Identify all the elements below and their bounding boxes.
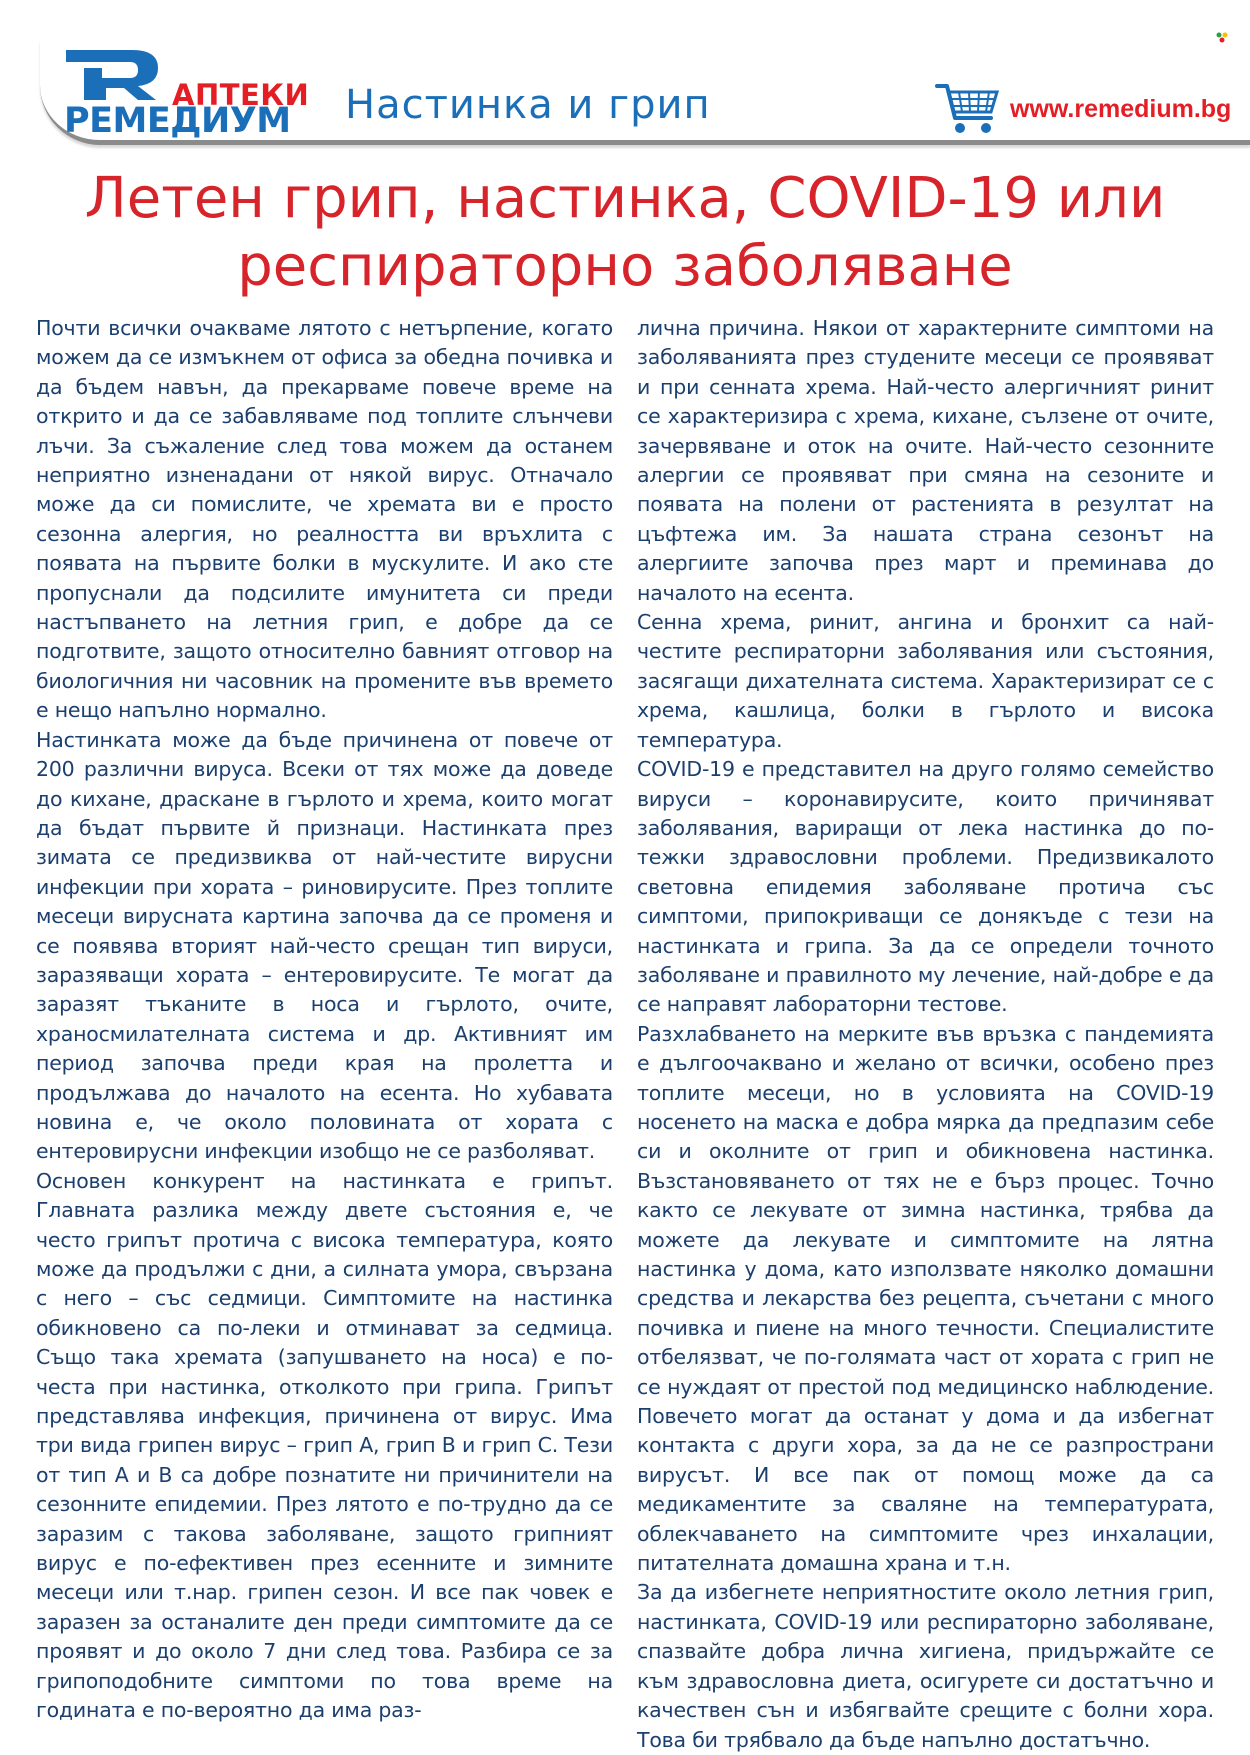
- logo-top-text: АПТЕКИ: [172, 78, 310, 112]
- logo-bottom-text: РЕМЕДИУМ: [64, 101, 291, 141]
- paragraph: Настинката може да бъде причинена от повече от 200 различни вируса. Всеки от тях може да доведе до кихане, драскане в гърлото и хрема, които могат да бъдат първите й признаци. Настинката през зимата се предизвиква от най-честите вирусни инфекции при хората – риновирусите. През топлите месеци вирусната картина започва да се променя и се появява вторият най-често срещан тип вируси, заразяващи хората – ентеровирусите. Те могат да заразят тъканите в носа и гърлото, очите, храносмилателната система и др. Активният им период започва преди края на пролетта и продължава до началото на есента. Но хубавата новина е, че около половината от хората с ентеровирусни инфекции изобщо не се разболяват.: [36, 727, 613, 1164]
- article-headline: [20, 165, 1230, 301]
- section-title: Настинка и грип: [345, 82, 711, 128]
- corner-mark: [1216, 32, 1230, 44]
- paragraph: Сенна хрема, ринит, ангина и бронхит са най-честите респираторни заболявания или състояния, засягащи дихателната система. Характеризират се с хрема, кашлица, болки в гърлото и висока температура.: [637, 610, 1214, 752]
- page-header: [40, 40, 1250, 140]
- paragraph: Основен конкурент на настинката е грипът. Главната разлика между двете състояния е, че често грипът протича с висока температура, която може да продължи с дни, а силната умора, свързана с него – със седмици. Симптомите на настинка обикновено са по-леки и отминават за седмица. Също така хремата (запушването на носа) е по-честа при настинка, отколкото при грипа. Грипът представлява инфекция, причинена от вирус. Има три вида грипен вирус – грип А, грип В и грип С. Тези от тип А и В са добре познатите ни причинители на сезонните епидемии. През лятото е по-трудно да се заразим с такова заболяване, защото грипният вирус е по-ефективен през есенните и зимните месеци или т.нар. грипен сезон. И все пак човек е заразен за останалите ден преди симптомите да се проявят и до около 7 дни след това. Разбира се за грипоподобните симптоми по това време на годината е по-вероятно да има раз-: [36, 1168, 613, 1723]
- remedium-logo: [62, 48, 342, 140]
- left-column: [36, 314, 613, 1723]
- headline-line-2: респираторно заболяване: [237, 234, 1013, 299]
- paragraph: COVID-19 е представител на друго голямо семейство вируси – коронавирусите, които причиняват заболявания, вариращи от лека настинка до по-тежки здравословни проблеми. Предизвикалото световна епидемия заболяване протича със симптоми, припокриващи се донякъде с тези на настинката и грипа. За да се определи точното заболяване и правилното му лечение, най-добре е да се направят лабораторни тестове.: [637, 757, 1214, 1017]
- paragraph: Почти всички очакваме лятото с нетърпение, когато можем да се измъкнем от офиса за обедна почивка и да бъдем навън, да прекарваме повече време на открито и да се забавляваме под топлите слънчеви лъчи. За съжаление след това можем да останем неприятно изненадани от някой вирус. Отначало може да си помислите, че хремата ви е просто сезонна алергия, но реалността ви връхлита с появата на първите болки в мускулите. И ако сте пропуснали да подсилите имунитета си преди настъпването на летния грип, е добре да се подготвите, защото относително бавният отговор на биологичния ни часовник на промените във времето е нещо напълно нормално.: [36, 316, 613, 723]
- paragraph: За да избегнете неприятностите около летния грип, настинката, COVID-19 или респираторно заболяване, спазвайте добра лична хигиена, придържайте се към здравословна диета, осигурете си достатъчно и качествен сън и избягвайте срещите с болни хора. Това би трябвало да бъде напълно достатъчно.: [637, 1580, 1214, 1752]
- paragraph: лична причина. Някои от характерните симптоми на заболяванията през студените месеци се проявяват и при сенната хрема. Най-често алергичният ринит се характеризира с хрема, кихане, сълзене от очите, зачервяване и оток на очите. Най-често сезонните алергии се проявяват при смяна на сезоните и появата на полени от растенията в резултат на цъфтежа им. За нашата страна сезонът на алергиите започва през март и преминава до началото на есента.: [637, 316, 1214, 605]
- article-body: [36, 314, 1214, 1752]
- headline-line-1: Летен грип, настинка, COVID-19 или: [84, 166, 1166, 231]
- remedium-logo-icon: [62, 48, 182, 108]
- shopping-cart-icon[interactable]: [935, 82, 1001, 136]
- paragraph: Разхлабването на мерките във връзка с пандемията е дългоочаквано и желано от всички, особено през топлите месеци, но в условията на COVID-19 носенето на маска е добра мярка да предпазим себе си и околните от грип и обикновена настинка. Възстановяването от тях не е бърз процес. Точно както се лекувате от зимна настинка, трябва да можете да лекувате и симптомите на лятна настинка у дома, като използвате няколко домашни средства и лекарства без рецепта, съчетани с много почивка и пиене на много течности. Специалистите отбелязват, че по-голямата част от хората с грип не се нуждаят от престой под медицинско наблюдение. Повечето могат да останат у дома и да избегнат контакта с други хора, за да не се разпространи вирусът. И все пак от помощ може да са медикаментите за сваляне на температурата, облекчаването на симптомите чрез инхалации, питателната домашна храна и т.н.: [637, 1021, 1214, 1576]
- website-link[interactable]: www.remedium.bg: [1010, 95, 1232, 123]
- right-column: [637, 314, 1214, 1752]
